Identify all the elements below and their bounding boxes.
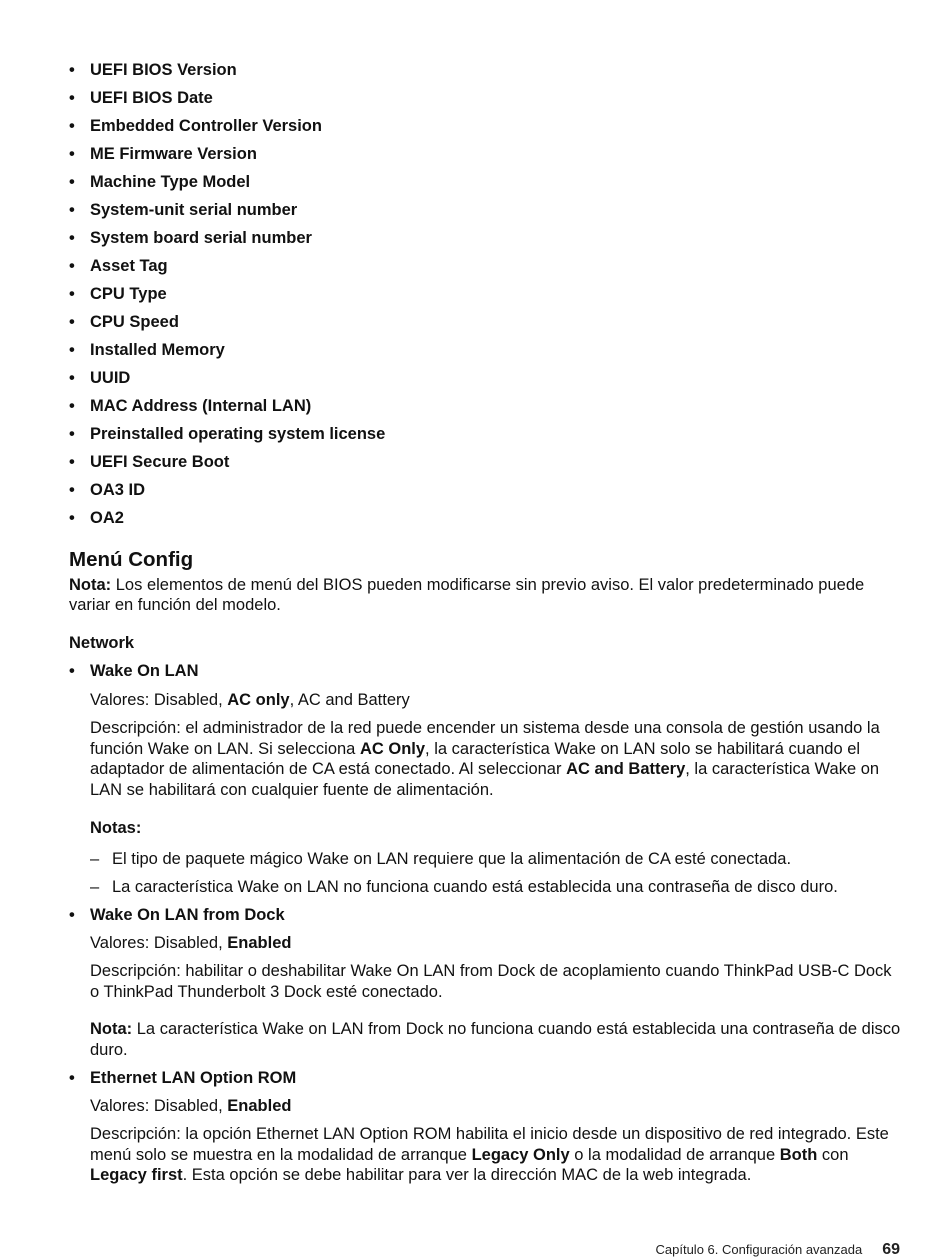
bullet: •	[69, 369, 75, 387]
setting-title: Ethernet LAN Option ROM	[90, 1069, 297, 1087]
desc-text: , la característica Wake on LAN solo se habilitará cuando el adaptador de alimentación de CA está conectado. Al seleccionar	[90, 739, 861, 778]
bullet: •	[69, 89, 75, 107]
notes-label: Notas:	[90, 819, 142, 837]
list-item	[69, 367, 385, 395]
desc-text: con	[817, 1145, 849, 1164]
note-item	[90, 849, 902, 870]
list-item-label: Embedded Controller Version	[90, 117, 322, 135]
setting-title: Wake On LAN	[90, 662, 199, 680]
note-item	[90, 877, 902, 898]
setting-item-wake-on-lan	[69, 661, 909, 682]
list-item-label: System-unit serial number	[90, 201, 298, 219]
list-item-label: ME Firmware Version	[90, 145, 257, 163]
values-default: AC only	[227, 691, 290, 709]
bullet: •	[69, 117, 75, 135]
bullet: •	[69, 1069, 75, 1087]
list-item	[69, 395, 385, 423]
list-item	[69, 283, 385, 311]
list-item	[69, 451, 385, 479]
bullet: •	[69, 173, 75, 191]
desc-text: Descripción: el administrador de la red puede encender un sistema desde una consola de gestión usando la función Wake on LAN. Si selecciona	[90, 719, 880, 758]
list-item	[69, 171, 385, 199]
setting-title: Wake On LAN from Dock	[90, 906, 285, 924]
bullet: •	[69, 257, 75, 275]
list-item	[69, 59, 385, 87]
desc-text: . Esta opción se debe habilitar para ver la dirección MAC de la web integrada.	[182, 1166, 752, 1184]
list-item-label: Machine Type Model	[90, 173, 251, 191]
setting-description	[90, 718, 902, 800]
desc-bold: AC Only	[359, 739, 426, 758]
desc-text: Descripción: la opción Ethernet LAN Option ROM habilita el inicio desde un dispositivo de red integrado. Este menú solo se muestra en la modalidad de arranque	[90, 1125, 889, 1164]
desc-text: , la característica Wake on LAN se habilitará con cualquier fuente de alimentación.	[90, 760, 880, 799]
list-item	[69, 311, 385, 339]
list-item-label: OA3 ID	[90, 481, 146, 499]
setting-values	[90, 690, 902, 711]
config-note	[69, 575, 909, 615]
setting-description	[90, 1124, 902, 1186]
setting-values	[90, 1096, 902, 1117]
setting-values	[90, 933, 902, 954]
page-footer	[656, 1239, 901, 1260]
desc-bold: Legacy Only	[471, 1145, 570, 1164]
desc-bold: AC and Battery	[566, 760, 686, 778]
setting-item-ethernet-lan-option-rom	[69, 1068, 909, 1089]
bullet: •	[69, 662, 75, 680]
info-item-list	[69, 59, 385, 535]
list-item-label: CPU Type	[90, 285, 167, 303]
bullet: •	[69, 906, 75, 924]
note-label: Nota:	[90, 1020, 133, 1038]
bullet: •	[69, 397, 75, 415]
list-item-label: MAC Address (Internal LAN)	[90, 397, 312, 415]
desc-bold: Legacy first	[90, 1166, 183, 1184]
setting-note	[90, 1019, 902, 1060]
bullet: •	[69, 313, 75, 331]
list-item-label: Asset Tag	[90, 257, 168, 275]
desc-text: o la modalidad de arranque	[569, 1145, 780, 1164]
list-item-label: Preinstalled operating system license	[90, 425, 386, 443]
list-item	[69, 479, 385, 507]
list-item	[69, 507, 385, 535]
note-item-text: La característica Wake on LAN no funciona cuando está establecida una contraseña de disco duro.	[112, 878, 838, 896]
list-item	[69, 143, 385, 171]
list-item-label: UEFI BIOS Version	[90, 61, 237, 79]
bullet: •	[69, 61, 75, 79]
list-item	[69, 255, 385, 283]
setting-description: Descripción: habilitar o deshabilitar Wake On LAN from Dock de acoplamiento cuando ThinkPad USB-C Dock o ThinkPad Thunderbolt 3 Dock esté conectado.	[90, 962, 892, 1001]
values-prefix: Valores: Disabled,	[90, 1097, 228, 1115]
bullet: •	[69, 201, 75, 219]
list-item	[69, 227, 385, 255]
bullet: •	[69, 481, 75, 499]
bullet: •	[69, 341, 75, 359]
section-heading-config: Menú Config	[69, 548, 194, 571]
subsection-heading-network: Network	[69, 634, 135, 652]
bullet: •	[69, 145, 75, 163]
dash: –	[90, 878, 100, 896]
page-number: 69	[882, 1241, 900, 1258]
values-prefix: Valores: Disabled,	[90, 691, 228, 709]
list-item	[69, 115, 385, 143]
note-item-text: El tipo de paquete mágico Wake on LAN requiere que la alimentación de CA esté conectada.	[112, 850, 792, 868]
list-item	[69, 339, 385, 367]
list-item	[69, 199, 385, 227]
bullet: •	[69, 453, 75, 471]
list-item	[69, 87, 385, 115]
bullet: •	[69, 509, 75, 527]
chapter-title: Capítulo 6. Configuración avanzada	[655, 1242, 863, 1257]
values-default: Enabled	[227, 1097, 292, 1115]
note-text: La característica Wake on LAN from Dock no funciona cuando está establecida una contraseña de disco duro.	[90, 1020, 901, 1059]
list-item	[69, 423, 385, 451]
bullet: •	[69, 425, 75, 443]
setting-item-wake-on-lan-from-dock	[69, 905, 909, 926]
list-item-label: Installed Memory	[90, 341, 225, 359]
bullet: •	[69, 229, 75, 247]
values-default: Enabled	[227, 934, 292, 952]
bullet: •	[69, 285, 75, 303]
values-suffix: , AC and Battery	[289, 691, 410, 709]
list-item-label: CPU Speed	[90, 313, 179, 331]
desc-bold: Both	[779, 1145, 818, 1164]
list-item-label: OA2	[90, 509, 124, 527]
list-item-label: System board serial number	[90, 229, 312, 247]
list-item-label: UEFI Secure Boot	[90, 453, 230, 471]
list-item-label: UUID	[90, 369, 131, 387]
note-label: Nota:	[69, 576, 112, 594]
note-text: Los elementos de menú del BIOS pueden modificarse sin previo aviso. El valor predeterminado puede variar en función del modelo.	[69, 576, 865, 614]
dash: –	[90, 850, 100, 868]
list-item-label: UEFI BIOS Date	[90, 89, 213, 107]
values-prefix: Valores: Disabled,	[90, 934, 228, 952]
